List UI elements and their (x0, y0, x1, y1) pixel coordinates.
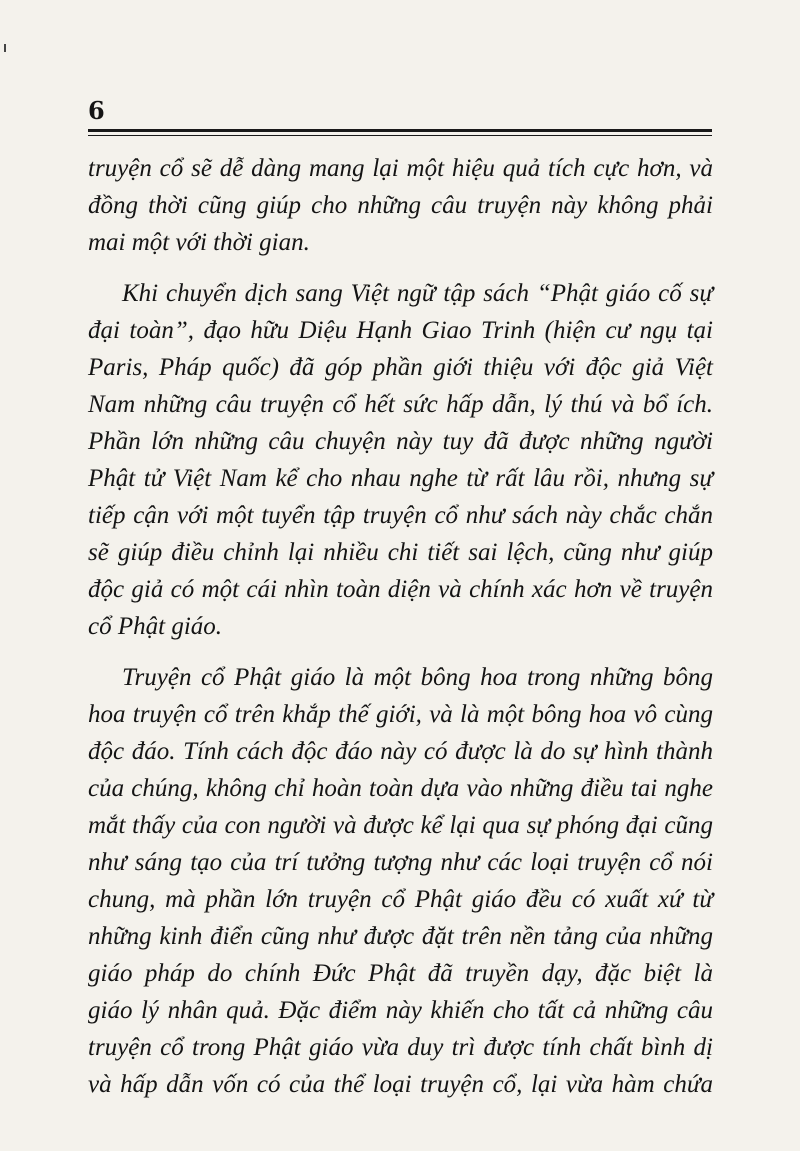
text-line: chung, mà phần lớn truyện cổ Phật giáo đều có xuất xứ từ (88, 886, 713, 913)
paragraph-3 (88, 659, 713, 1103)
text-line: và hấp dẫn vốn có của thể loại truyện cổ, lại vừa hàm chứa (88, 1071, 713, 1098)
text-line: độc đáo. Tính cách độc đáo này có được là do sự hình thành (88, 738, 713, 765)
text-line: độc giả có một cái nhìn toàn diện và chính xác hơn về truyện (88, 576, 713, 603)
page-number: 6 (88, 96, 105, 125)
text-line: truyện cổ sẽ dễ dàng mang lại một hiệu quả tích cực hơn, và (88, 155, 713, 182)
text-line: đồng thời cũng giúp cho những câu truyện này không phải (88, 192, 713, 219)
text-line: Phật tử Việt Nam kể cho nhau nghe từ rất lâu rồi, nhưng sự (88, 465, 713, 492)
text-line: truyện cổ trong Phật giáo vừa duy trì được tính chất bình dị (88, 1034, 713, 1061)
text-line: của chúng, không chỉ hoàn toàn dựa vào những điều tai nghe (88, 775, 713, 802)
text-line: hoa truyện cổ trên khắp thế giới, và là một bông hoa vô cùng (88, 701, 713, 728)
header-rule-thin (88, 135, 712, 136)
body-text (88, 150, 713, 1103)
header-rule-thick (88, 129, 712, 132)
text-line: mai một với thời gian. (88, 229, 310, 256)
text-line: Paris, Pháp quốc) đã góp phần giới thiệu với độc giả Việt (88, 354, 713, 381)
text-line: những kinh điển cũng như được đặt trên nền tảng của những (88, 923, 713, 950)
text-line: mắt thấy của con người và được kể lại qua sự phóng đại cũng (88, 812, 713, 839)
text-line: Khi chuyển dịch sang Việt ngữ tập sách “Phật giáo cố sự (122, 280, 713, 307)
page-edge-mark (4, 44, 6, 52)
text-line: Truyện cổ Phật giáo là một bông hoa trong những bông (122, 664, 713, 691)
paragraph-1 (88, 150, 713, 261)
text-line: giáo pháp do chính Đức Phật đã truyền dạy, đặc biệt là (88, 960, 713, 987)
text-line: đại toàn”, đạo hữu Diệu Hạnh Giao Trinh (hiện cư ngụ tại (88, 317, 713, 344)
text-line: giáo lý nhân quả. Đặc điểm này khiến cho tất cả những câu (88, 997, 713, 1024)
text-line: như sáng tạo của trí tưởng tượng như các loại truyện cổ nói (88, 849, 713, 876)
text-line: tiếp cận với một tuyển tập truyện cổ như sách này chắc chắn (88, 502, 713, 529)
text-line: Nam những câu truyện cổ hết sức hấp dẫn, lý thú và bổ ích. (88, 391, 713, 418)
text-line: sẽ giúp điều chỉnh lại nhiều chi tiết sai lệch, cũng như giúp (88, 539, 713, 566)
text-line: cổ Phật giáo. (88, 613, 223, 640)
paragraph-2 (88, 275, 713, 645)
text-line: Phần lớn những câu chuyện này tuy đã được những người (88, 428, 713, 455)
